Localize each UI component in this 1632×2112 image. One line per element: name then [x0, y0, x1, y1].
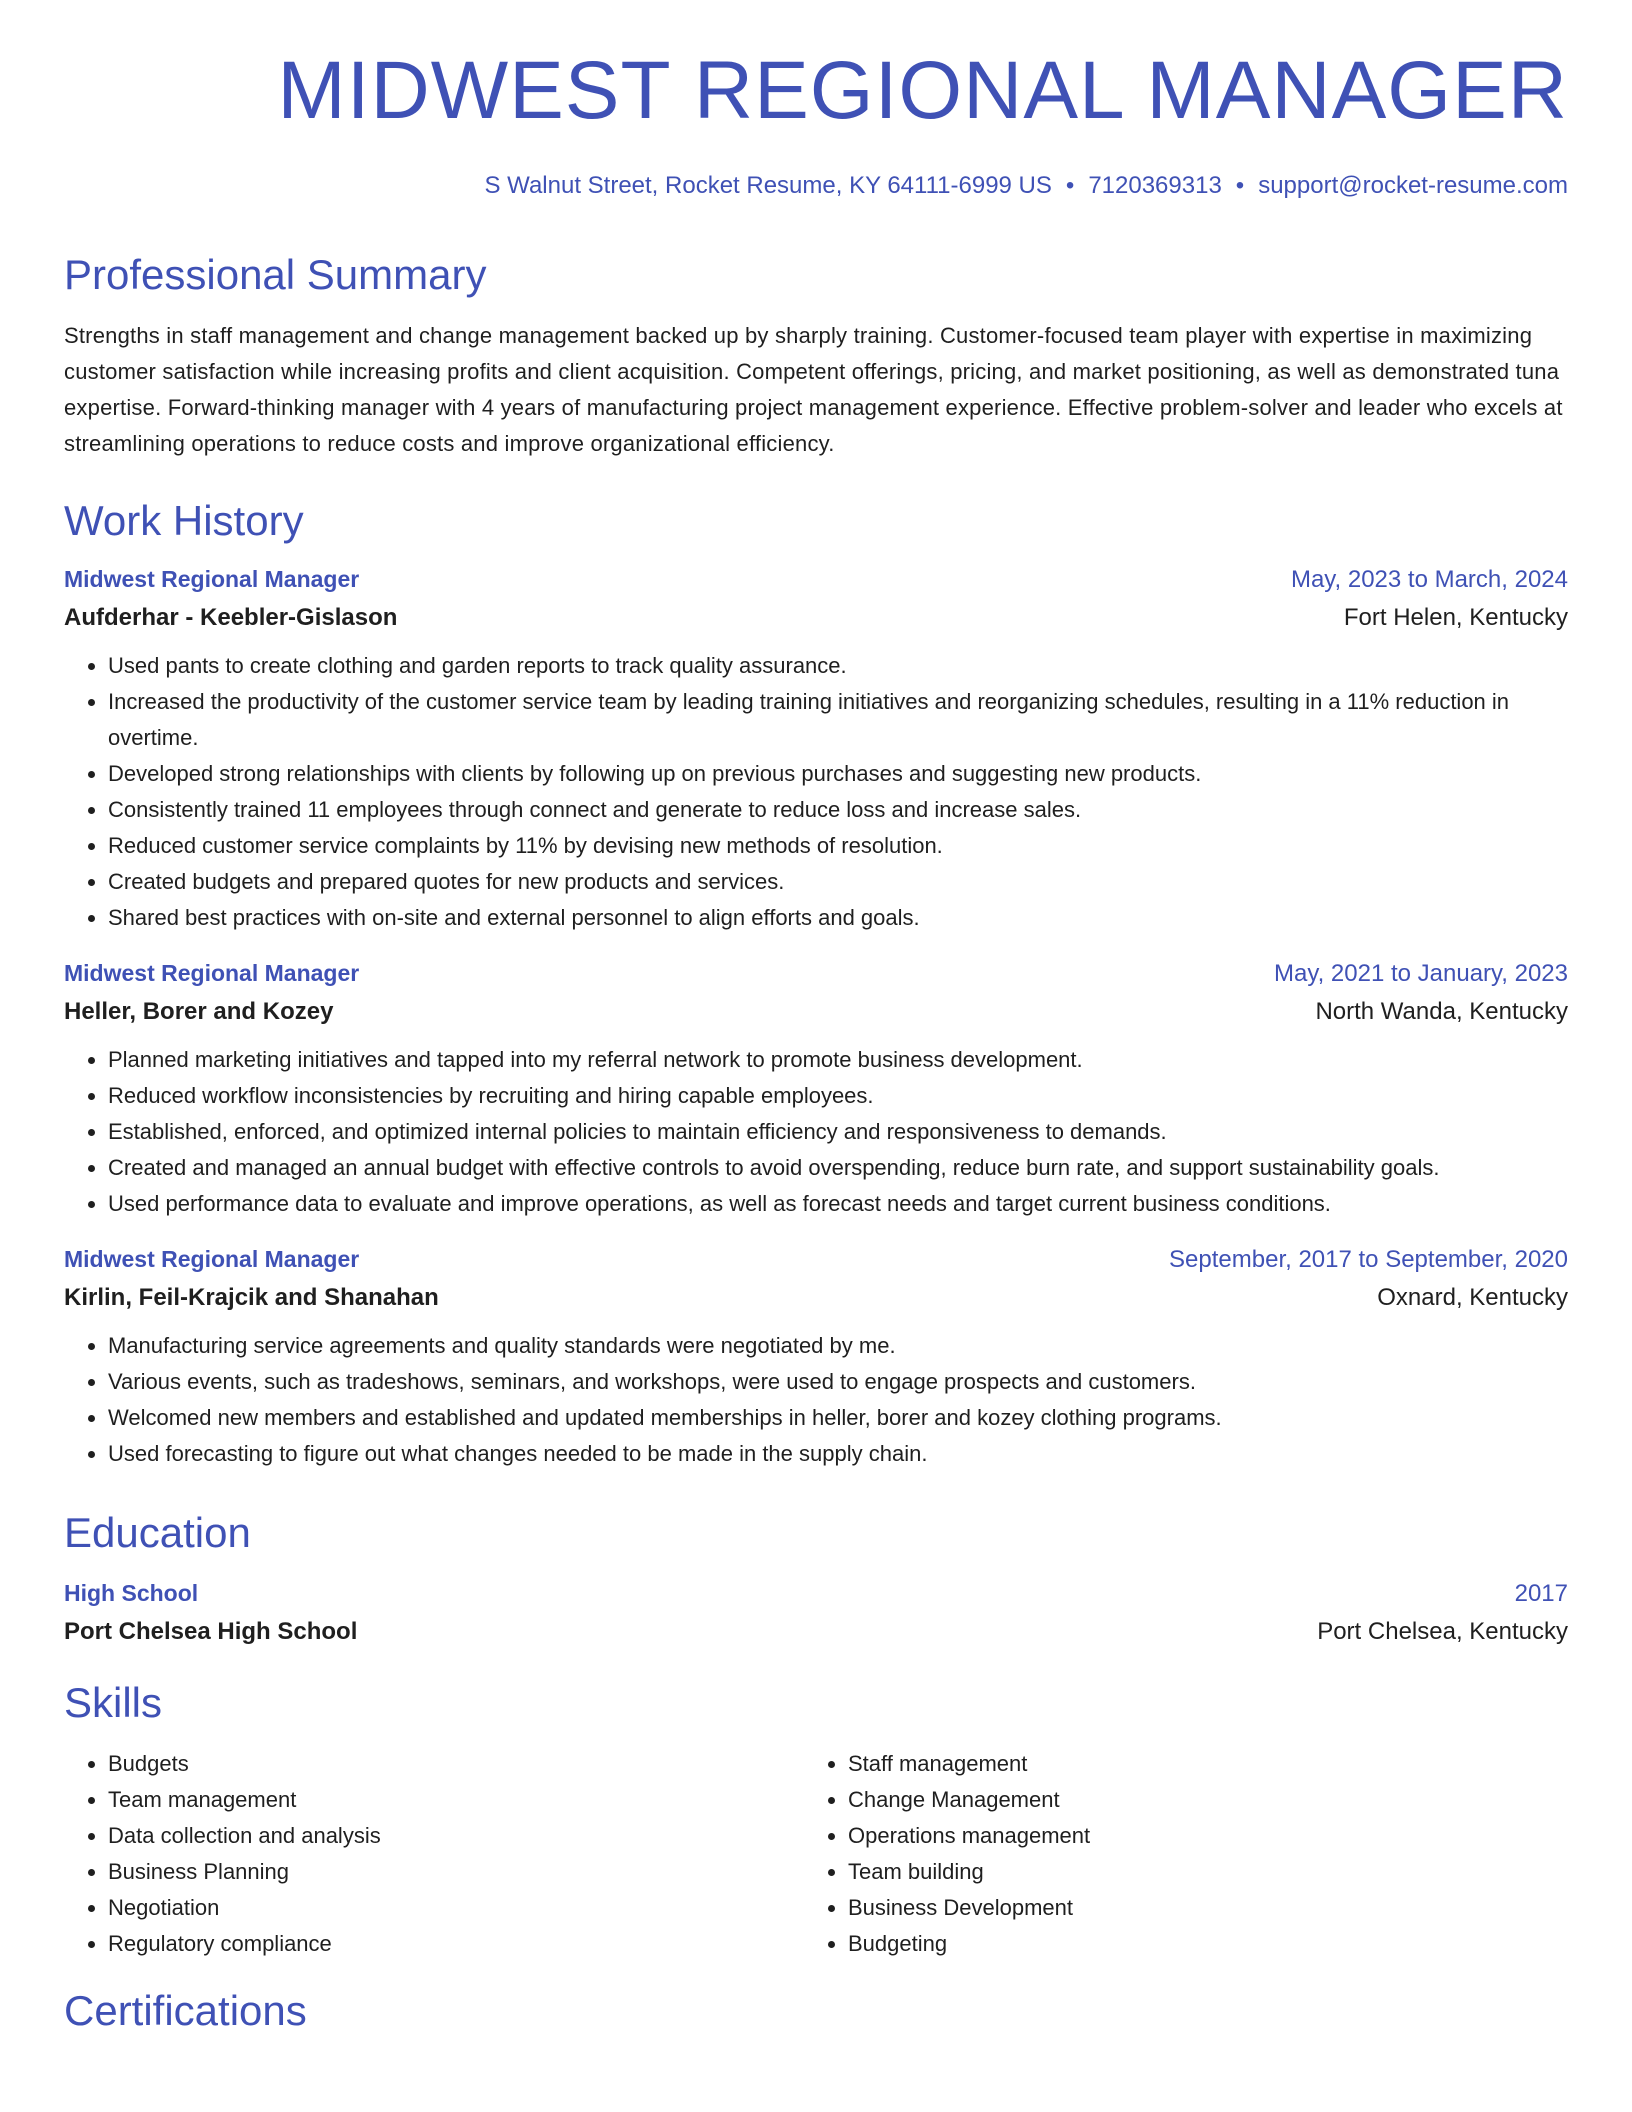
- education-school: Port Chelsea High School: [64, 1618, 358, 1645]
- education-section: [64, 1509, 1568, 1645]
- skill-item: • Business Development: [848, 1890, 1544, 1926]
- contact-address: S Walnut Street, Rocket Resume, KY 64111-6999 US: [484, 172, 1052, 199]
- job-entry: [64, 1248, 1568, 1472]
- job-bullet: • Used performance data to evaluate and improve operations, as well as forecast needs and target current business conditions.: [108, 1186, 1568, 1222]
- skills-column-right: [804, 1746, 1544, 1962]
- contact-email[interactable]: support@rocket-resume.com: [1258, 172, 1568, 199]
- education-degree: High School: [64, 1580, 199, 1606]
- skills-list: [804, 1746, 1544, 1962]
- skill-item: • Operations management: [848, 1818, 1544, 1854]
- contact-separator: •: [1235, 172, 1245, 199]
- contact-line: [64, 174, 1568, 198]
- job-bullet-list: [64, 648, 1568, 936]
- work-history-heading: Work History: [64, 497, 304, 544]
- skills-column-left: [64, 1746, 804, 1962]
- job-bullet: • Planned marketing initiatives and tapped into my referral network to promote business development.: [108, 1042, 1568, 1078]
- skill-item: • Change Management: [848, 1782, 1544, 1818]
- job-location: Fort Helen, Kentucky: [1343, 604, 1568, 631]
- contact-phone: 7120369313: [1088, 172, 1222, 199]
- skill-item: • Budgeting: [848, 1926, 1544, 1962]
- resume-header: [64, 0, 1568, 198]
- job-bullet: • Reduced workflow inconsistencies by recruiting and hiring capable employees.: [108, 1078, 1568, 1114]
- skill-item: • Business Planning: [108, 1854, 804, 1890]
- job-bullet: • Shared best practices with on-site and external personnel to align efforts and goals.: [108, 900, 1568, 936]
- skill-item: • Team building: [848, 1854, 1544, 1890]
- candidate-name: MIDWEST REGIONAL MANAGER: [277, 45, 1568, 136]
- summary-text: Strengths in staff management and change management backed up by sharply training. Customer-focused team player with expertise in maximizing customer satisfaction while increasing profits and client acquisition. Competent offerings, pricing, and market positioning, as well as demonstrated tuna expertise. Forward-thinking manager with 4 years of manufacturing project management experience. Effective problem-solver and leader who excels at streamlining operations to reduce costs and improve organizational efficiency.: [64, 323, 1563, 456]
- job-location: North Wanda, Kentucky: [1315, 998, 1568, 1025]
- job-bullet: • Welcomed new members and established and updated memberships in heller, borer and kozey clothing programs.: [108, 1400, 1568, 1436]
- job-dates: May, 2023 to March, 2024: [1290, 566, 1568, 593]
- job-title: Midwest Regional Manager: [64, 960, 360, 986]
- education-year: 2017: [1514, 1580, 1568, 1607]
- job-bullet: • Increased the productivity of the customer service team by leading training initiatives and reorganizing schedules, resulting in a 11% reduction in overtime.: [108, 684, 1568, 756]
- education-heading: Education: [64, 1509, 251, 1556]
- certifications-section: [64, 1987, 1568, 2034]
- summary-heading: Professional Summary: [64, 251, 487, 298]
- job-entry: [64, 962, 1568, 1222]
- job-location: Oxnard, Kentucky: [1377, 1284, 1568, 1311]
- skills-list: [64, 1746, 804, 1962]
- certifications-heading: Certifications: [64, 1987, 307, 2034]
- education-entry: [64, 1582, 1568, 1644]
- skills-section: [64, 1679, 1568, 1962]
- job-entry: [64, 568, 1568, 936]
- work-history-section: [64, 497, 1568, 1472]
- job-company: Aufderhar - Keebler-Gislason: [64, 604, 398, 631]
- contact-separator: •: [1065, 172, 1075, 199]
- job-company: Heller, Borer and Kozey: [64, 998, 334, 1025]
- skills-grid: [64, 1746, 1568, 1962]
- job-bullet-list: [64, 1042, 1568, 1222]
- job-bullet: • Established, enforced, and optimized internal policies to maintain efficiency and responsiveness to demands.: [108, 1114, 1568, 1150]
- job-bullet: • Manufacturing service agreements and quality standards were negotiated by me.: [108, 1328, 1568, 1364]
- job-bullet: • Reduced customer service complaints by 11% by devising new methods of resolution.: [108, 828, 1568, 864]
- education-location: Port Chelsea, Kentucky: [1317, 1618, 1568, 1645]
- job-bullet: • Used forecasting to figure out what changes needed to be made in the supply chain.: [108, 1436, 1568, 1472]
- summary-section: [64, 251, 1568, 462]
- skill-item: • Data collection and analysis: [108, 1818, 804, 1854]
- skill-item: • Budgets: [108, 1746, 804, 1782]
- job-title: Midwest Regional Manager: [64, 566, 360, 592]
- job-title: Midwest Regional Manager: [64, 1246, 360, 1272]
- skill-item: • Negotiation: [108, 1890, 804, 1926]
- job-bullet: • Developed strong relationships with clients by following up on previous purchases and suggesting new products.: [108, 756, 1568, 792]
- skill-item: • Staff management: [848, 1746, 1544, 1782]
- job-bullet: • Various events, such as tradeshows, seminars, and workshops, were used to engage prospects and customers.: [108, 1364, 1568, 1400]
- job-bullet-list: [64, 1328, 1568, 1472]
- job-bullet: • Used pants to create clothing and garden reports to track quality assurance.: [108, 648, 1568, 684]
- job-bullet: • Consistently trained 11 employees through connect and generate to reduce loss and increase sales.: [108, 792, 1568, 828]
- skill-item: • Team management: [108, 1782, 804, 1818]
- skills-heading: Skills: [64, 1679, 163, 1726]
- job-company: Kirlin, Feil-Krajcik and Shanahan: [64, 1284, 439, 1311]
- job-bullet: • Created and managed an annual budget with effective controls to avoid overspending, reduce burn rate, and support sustainability goals.: [108, 1150, 1568, 1186]
- job-dates: September, 2017 to September, 2020: [1169, 1246, 1568, 1273]
- job-bullet: • Created budgets and prepared quotes for new products and services.: [108, 864, 1568, 900]
- skill-item: • Regulatory compliance: [108, 1926, 804, 1962]
- job-dates: May, 2021 to January, 2023: [1274, 960, 1568, 987]
